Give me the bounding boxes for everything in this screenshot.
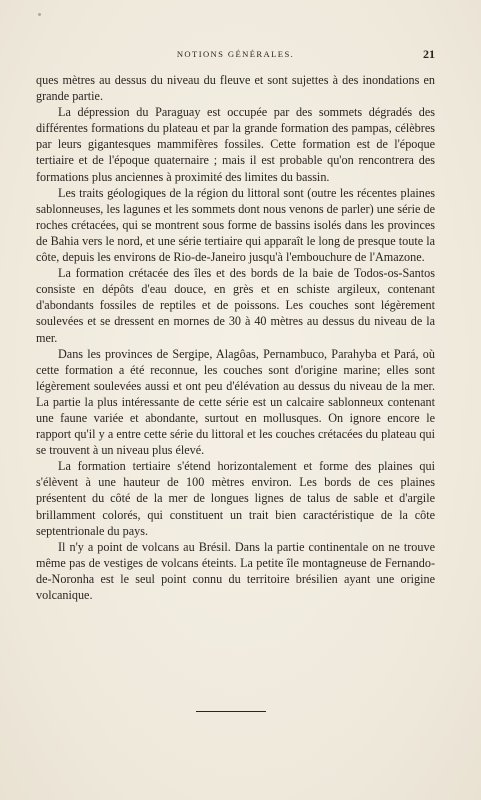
paragraph-volcanoes: Il n'y a point de volcans au Brésil. Dans la partie continentale on ne trouve même pas de vestiges de volcans éteints. La petite île montagneuse de Fernando-de-Noronha est le seul point connu du territoire brésilien ayant une origine volcanique. bbox=[36, 539, 435, 602]
paragraph-cretaceous-bahia: La formation crétacée des îles et des bords de la baie de Todos-os-Santos consiste en dépôts d'eau douce, en grès et en schiste argileux, contenant d'abondants fossiles de reptiles et de poissons. Les couches sont légèrement soulevées et se dressent en mornes de 30 à 40 mètres au dessus du niveau de la mer. bbox=[36, 266, 435, 345]
section-end-rule bbox=[196, 711, 266, 712]
page-number: 21 bbox=[423, 47, 435, 61]
paragraph-continuation: ques mètres au dessus du niveau du fleuve et sont sujettes à des inondations en grande partie. bbox=[36, 73, 435, 104]
paragraph-paraguay-depression: La dépression du Paraguay est occupée par des sommets dégradés des différentes formations du plateau et par la grande formation des pampas, célèbres par leurs gigantesques mammifères fossiles. Cette formation est de l'époque tertiaire et de l'époque quaternaire ; mais il est probable qu'on rencontrera des formations plus anciennes à proximité des limites du bassin. bbox=[36, 105, 435, 184]
paragraph-northern-provinces: Dans les provinces de Sergipe, Alagôas, Pernambuco, Parahyba et Pará, où cette formation a été reconnue, les couches sont d'origine marine; elles sont légèrement soulevées aussi et ont peu d'élévation au dessus du niveau de la mer. La partie la plus intéressante de cette série est un calcaire sablonneux contenant une faune variée et abondante, surtout en mollusques. On ignore encore le rapport qu'il y a entre cette série du littoral et les couches crétacées du plateau qui se trouvent à un niveau plus élevé. bbox=[36, 346, 435, 458]
page-header bbox=[36, 49, 435, 65]
paper-speck bbox=[38, 13, 41, 16]
body-text bbox=[36, 72, 435, 603]
paragraph-tertiary-formation: La formation tertiaire s'étend horizontalement et forme des plaines qui s'élèvent à une hauteur de 100 mètres environ. Les bords de ces plaines présentent du côté de la mer de longues lignes de talus de sable et d'argile brillamment colorés, qui constituent un trait bien caractéristique de la côte septentrionale du pays. bbox=[36, 459, 435, 538]
running-title: NOTIONS GÉNÉRALES. bbox=[176, 49, 295, 59]
paragraph-littoral-geology: Les traits géologiques de la région du littoral sont (outre les récentes plaines sablonneuses, les lagunes et les sommets dont nous venons de parler) une série de roches crétacées, qui se montrent sous forme de bassins isolés dans les provinces de Bahia vers le nord, et une série tertiaire qui apparaît le long de presque toute la côte, depuis les environs de Rio-de-Janeiro jusqu'à l'embouchure de l'Amazone. bbox=[36, 185, 435, 265]
